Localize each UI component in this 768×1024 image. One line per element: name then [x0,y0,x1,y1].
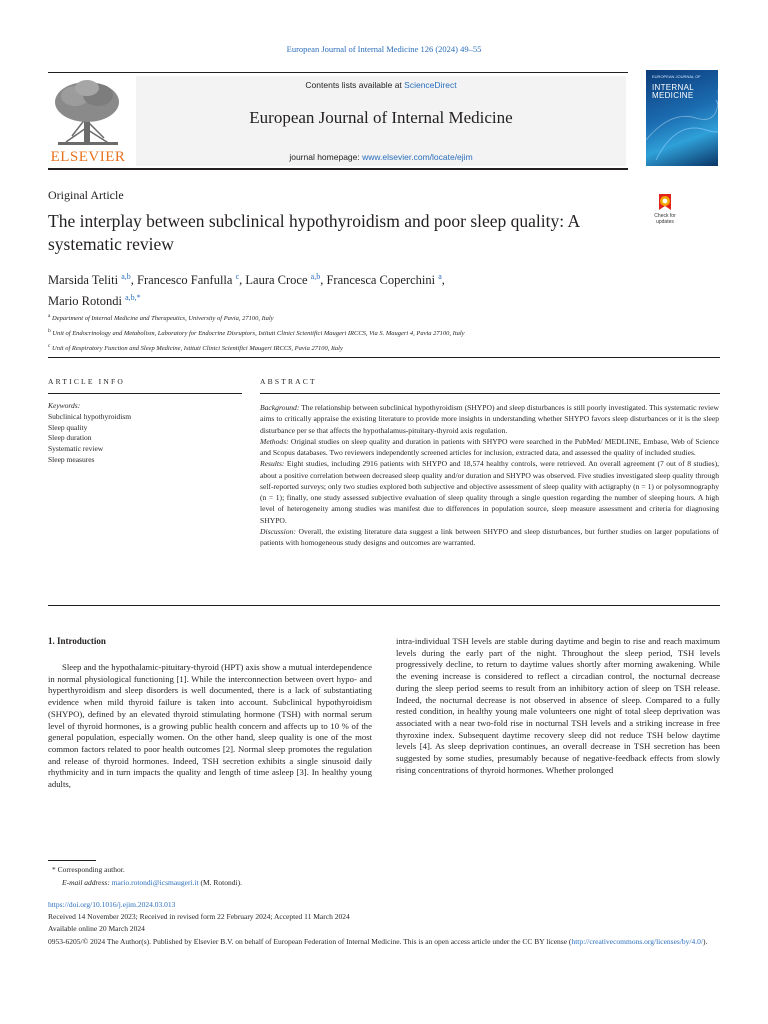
abstract-discussion-label: Discussion: [260,526,296,536]
abstract-heading: ABSTRACT [260,377,317,386]
author-name[interactable]: Francesca Coperchini [326,273,436,288]
section-divider [48,357,720,358]
abstract-discussion [260,526,719,549]
affiliation-item [48,310,688,325]
check-for-updates-button[interactable] [646,192,684,236]
contents-line [136,80,626,90]
abstract-body [260,402,719,548]
journal-title: European Journal of Internal Medicine [249,108,513,127]
cover-title-line2: MEDICINE [652,91,694,100]
affiliation-mark: a [48,313,51,319]
keyword-item: Subclinical hypothyroidism [48,411,132,421]
author-separator: , [320,273,327,288]
journal-cover-thumbnail[interactable] [646,70,718,166]
author-affiliation-mark[interactable]: c [235,272,240,281]
header-bottom-rule [48,168,628,170]
body-paragraph: Sleep and the hypothalamic-pituitary-thyroid (HPT) axis show a mutual interdependence in normal physiological functioning [1]. While the interconnection between overt hypo- and hyperthyroidism and sleep disorders is well documented, there is a lack of substantiating evidence when mild thyroid failure is taken into account. Subclinical hypothyroidism (SHYPO), defined by an elevated thyroid stimulating hormone (TSH) with normal serum level of thyroid hormones, is a growing public health concern and affects up to 10 % of the general population, especially women. On the other hand, sleep quality is one of the most common factors related to poor health outcomes [2]. Normal sleep promotes the regulation and release of thyroid hormones. Indeed, TSH secretion exhibits a single sinusoid daily rhythmicity and in turn impacts the quality and length of time asleep [3]. In healthy young adults, [48,662,372,790]
affiliation-list [48,310,688,355]
author-separator: , [130,273,137,288]
cover-title-line1: INTERNAL [652,83,694,92]
keyword-item: Sleep quality [48,422,88,432]
affiliation-item [48,325,688,340]
keywords-block [48,401,238,466]
abstract-methods-label: Methods: [260,436,289,446]
elsevier-wordmark: ELSEVIER [50,149,126,165]
abstract-results-text: Eight studies, including 2916 patients with SHYPO and 18,574 healthy controls, were retrieved. An overall agreement (7 out of 8 studies), about a positive correlation between decreased sleep quality and/or duration and SHYPO was observed. Five studies investigated sleep quality through self-reported surveys; only two studies explored both subjective and objective assessment of sleep quality with actigraphy (n = 1) or polysomnography (n = 1); finally, one study assessed subjective evaluation of sleep quality through a single question regarding the number of sleeping hours. A high level of heterogeneity among studies was manifest due to differences in population source, sleep measure assessment and criteria for diagnosing SHYPO. [260,459,719,525]
check-updates-label: Check for updates [654,213,676,225]
abstract-background-text: The relationship between subclinical hypothyroidism (SHYPO) and sleep disturbances is still poorly investigated. This systematic review aims to critically appraise the existing literature to provide more insights in understanding whether SHYPO favors sleep disturbances or it is the sleep disturbance per se that affects the hypothalamus-pituitary-thyroid axis regulation. [260,403,719,435]
contents-prefix: Contents lists available at [305,80,405,90]
sciencedirect-link[interactable]: ScienceDirect [404,80,457,90]
abstract-methods-text: Original studies on sleep quality and duration in patients with SHYPO were searched in the PubMed/ MEDLINE, Embase, Web of Science and Scopus databases. Two reviewers independently screened articles for inclusion, extracted data, and assessed the quality of included studies. [260,436,719,457]
article-type: Original Article [48,188,124,202]
section-divider [48,605,720,606]
elsevier-tree-logo[interactable] [48,78,128,166]
affiliation-mark: b [48,328,51,335]
homepage-prefix: journal homepage: [289,152,363,162]
abstract-results-label: Results: [260,459,285,469]
email-note [62,878,242,887]
author-name[interactable]: Marsida Teliti [48,273,119,288]
copyright-prefix: 0953-6205/© 2024 The Author(s). Published by Elsevier B.V. on behalf of European Federation of Internal Medicine. This is an open access article under the CC BY license ( [48,937,572,946]
body-paragraph: intra-individual TSH levels are stable during daytime and begin to rise and reach maximum levels during the early part of the night. Throughout the sleep period, TSH levels progressively decline, to return to daytime values shortly after morning awakening. While the evening increase is considered to reflect a circadian control, the nocturnal decrease during the sleep period seems to result from an inhibitory action of sleep on TSH release. Indeed, the nocturnal decrease is not observed in absence of sleep. Compared to a fully rested condition, in healthy young male volunteers one night of total sleep deprivation was associated with a near two-fold rise in nocturnal TSH levels and a striking increase in free thyroxine index. Subsequent daytime recovery sleep did not reduce TSH below daytime levels [4]. As sleep deprivation continues, an overall decrease in TSH secretion has been suggested by some studies, presumably because of negative-feedback effects from slowly rising concentrations of thyroid hormones. Whether prolonged [396,636,720,775]
article-title: The interplay between subclinical hypothyroidism and poor sleep quality: A systematic review [48,211,580,254]
affiliation-item [48,340,688,355]
abstract-background-label: Background: [260,403,300,412]
doi-link[interactable]: https://doi.org/10.1016/j.ejim.2024.03.013 [48,900,176,909]
homepage-link[interactable]: www.elsevier.com/locate/ejim [362,152,473,162]
copyright-suffix: ). [702,937,708,946]
author-list [48,268,648,310]
article-info-heading: ARTICLE INFO [48,377,125,386]
email-suffix: (M. Rotondi). [198,878,242,887]
email-link[interactable]: mario.rotondi@icsmaugeri.it [111,878,199,887]
cover-art-icon [646,70,718,166]
header-top-rule [48,72,628,73]
abstract-background [260,402,719,436]
copyright-notice [48,936,720,948]
intro-heading: 1. Introduction [48,636,106,646]
abstract-discussion-text: Overall, the existing literature data suggest a link between SHYPO and sleep disturbances, but further studies on larger populations of patients with homogeneous study designs and outcomes are warranted. [260,526,719,547]
journal-citation[interactable]: European Journal of Internal Medicine 126 (2024) 49–55 [286,44,482,54]
keywords-label: Keywords: [48,401,81,410]
affiliation-text: Department of Internal Medicine and Therapeutics, University of Pavia, 27100, Italy [52,315,274,323]
tree-icon [48,78,128,148]
keyword-item: Sleep duration [48,433,92,443]
cover-top-text: EUROPEAN JOURNAL OF [652,74,701,79]
abstract-rule [260,393,720,394]
author-affiliation-mark[interactable]: a,b [121,272,131,281]
author-name[interactable]: Mario Rotondi [48,294,122,309]
author-name[interactable]: Francesco Fanfulla [137,273,233,288]
check-for-updates-icon [646,192,684,214]
received-dates: Received 14 November 2023; Received in revised form 22 February 2024; Accepted 11 March 2024 [48,912,350,921]
affiliation-mark: c [48,343,51,350]
corresponding-author-note: * Corresponding author. [52,865,125,874]
keyword-item: Sleep measures [48,454,95,464]
author-name[interactable]: Laura Croce [245,273,308,288]
article-info-rule [48,393,242,394]
body-column-right [396,636,720,776]
abstract-methods [260,436,719,459]
footnote-rule [48,860,96,861]
author-affiliation-mark[interactable]: a [438,272,442,281]
body-column-left [48,662,372,791]
affiliation-text: Unit of Respiratory Function and Sleep Medicine, Istituti Clinici Scientifici Maugeri IRCCS, Pavia 27100, Italy [52,345,343,353]
email-label: E-mail address: [62,878,112,887]
keyword-item: Systematic review [48,444,104,454]
available-online-date: Available online 20 March 2024 [48,924,145,933]
author-separator: , [441,273,445,288]
homepage-line [136,152,626,162]
abstract-results [260,458,719,526]
author-affiliation-mark[interactable]: a,b,* [125,293,141,303]
author-separator: , [239,273,246,288]
license-link[interactable]: http://creativecommons.org/licenses/by/4.0/ [571,937,703,946]
author-affiliation-mark[interactable]: a,b [310,272,321,281]
affiliation-text: Unit of Endocrinology and Metabolism, Laboratory for Endocrine Disruptors, Istituti Clinici Scientifici Maugeri IRCCS, Via S. Maugeri 4, Pavia 27100, Italy [52,330,465,338]
